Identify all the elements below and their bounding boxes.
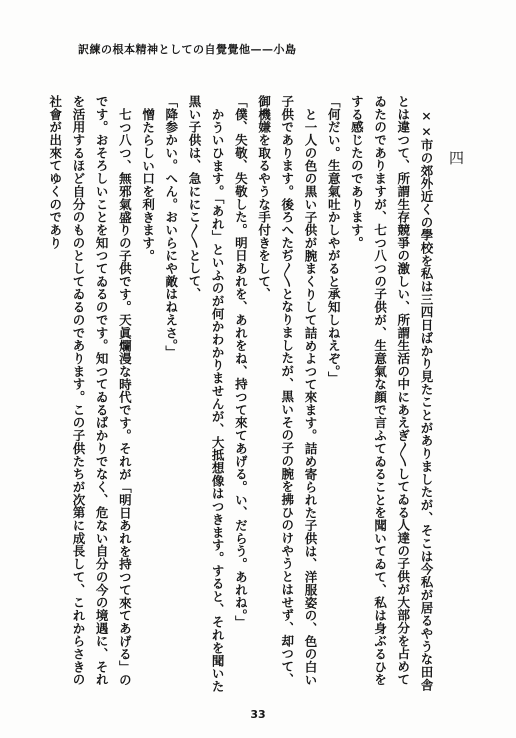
page-number: 33 bbox=[250, 708, 266, 721]
body-paragraph: ××市の郊外近くの學校を私は三四日ばかり見たことがありましたが、そこは今私が居るやうな田舎とは違つて、所謂生存競爭の激しい、所謂生活の中にあえぎ〳〵してゐる人達の子供が大部分を占めてゐたのでありますが、七つ八つの子供が、生意氣な顔で言ふてゐることを聞いてゐて、私は身ぶるひをする感じたのであります。 bbox=[349, 95, 434, 691]
running-head: 訳練の根本精神としての自覺覺他——小島 bbox=[78, 43, 297, 56]
body-paragraph: かういひます。「あれ」といふのが何かわかりませんが、大抵想像はつきます。すると、それを聞いた黒い子供は、急ににこ〳〵として、 bbox=[186, 95, 226, 693]
body-paragraph: 七つ八つ、無邪氣盛りの子供です。天眞爛漫な時代です。それが「明日あれを持つて來てあげる」のです。おそろしいことを知つてゐるのです。知つてゐるばかりでなく、危ない自分の今の境遇に、それを活用するほど自分のものとしてゐるのであります。この子供たちが次第に成長して、これからさきの社會が出來てゆくのであり bbox=[47, 95, 133, 687]
dialogue-paragraph: 「僕、失敬、失敬した。明日あれを、あれをね、持つて來てあげる。い、だらう。あれね。」 bbox=[233, 95, 249, 629]
dialogue-paragraph: 「何だい。生意氣吐かしやがると承知しねえぞ。」 bbox=[326, 95, 342, 385]
body-paragraph: 憎たらしい口を利きます。 bbox=[140, 107, 156, 262]
body-paragraph: と一人の色の黒い子供が腕まくりして詰めよつて來ます。詰め寄られた子供は、洋服姿の、色の白い子供であります。後ろへたぢ〳〵となりましたが、黒いその子の腕を拂ひのけやうとはせず、却つて、御機嫌を取るやうな手付きをして、 bbox=[256, 95, 318, 686]
dialogue-paragraph: 「降参かい。へん。おいらにや敵はねえさ。」 bbox=[163, 95, 179, 359]
section-number: 四 bbox=[447, 150, 465, 165]
body-text bbox=[47, 95, 438, 697]
